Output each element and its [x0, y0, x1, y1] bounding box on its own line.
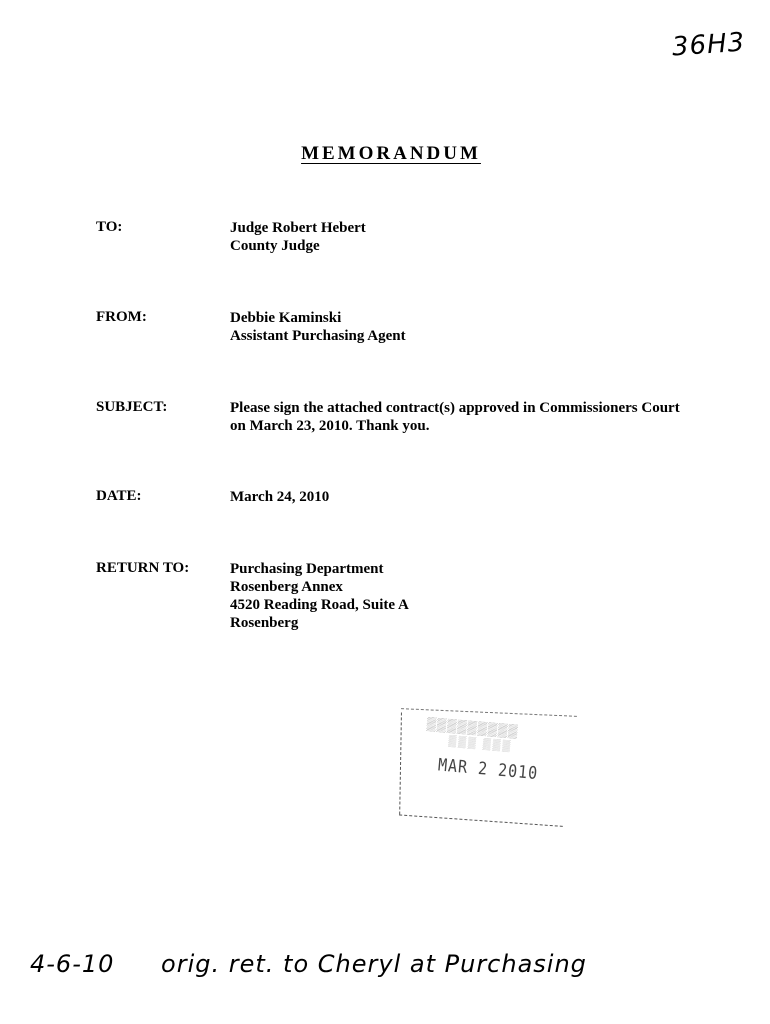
to-label: TO:	[96, 219, 123, 235]
stamp-faded-text: ▒▒▒▒▒▒▒▒▒	[426, 715, 520, 739]
handwritten-note-date: 4-6-10	[30, 950, 115, 978]
subject-value	[230, 399, 700, 435]
subject-line-2: on March 23, 2010. Thank you.	[230, 418, 430, 434]
date-text: March 24, 2010	[230, 489, 330, 505]
subject-label: SUBJECT:	[96, 399, 168, 415]
date-value	[230, 488, 700, 506]
from-title: Assistant Purchasing Agent	[230, 328, 406, 344]
return-to-building: Rosenberg Annex	[230, 579, 343, 595]
return-to-department: Purchasing Department	[230, 561, 384, 577]
handwritten-note	[30, 950, 587, 978]
received-stamp	[395, 706, 583, 829]
from-value	[230, 309, 700, 345]
to-name: Judge Robert Hebert	[230, 220, 366, 236]
from-name: Debbie Kaminski	[230, 310, 342, 326]
return-to-label: RETURN TO:	[96, 560, 190, 576]
subject-line-1: Please sign the attached contract(s) approved in Commissioners Court	[230, 400, 680, 416]
return-to-city: Rosenberg	[230, 615, 299, 631]
from-label: FROM:	[96, 309, 147, 325]
to-title: County Judge	[230, 238, 320, 254]
memo-title-text: MEMORANDUM	[301, 143, 481, 164]
handwritten-note-text: orig. ret. to Cheryl at Purchasing	[161, 950, 587, 978]
stamp-border	[399, 712, 402, 814]
to-value	[230, 219, 700, 255]
return-to-street: 4520 Reading Road, Suite A	[230, 597, 409, 613]
memo-title	[0, 143, 770, 165]
date-label: DATE:	[96, 488, 142, 504]
handwritten-reference-number: 36H3	[671, 27, 747, 63]
return-to-value	[230, 560, 700, 632]
stamp-border	[399, 814, 563, 826]
stamp-faded-text: ▒▒▒ ▒▒▒	[448, 735, 513, 753]
stamp-date: MAR 2 2010	[437, 754, 540, 784]
